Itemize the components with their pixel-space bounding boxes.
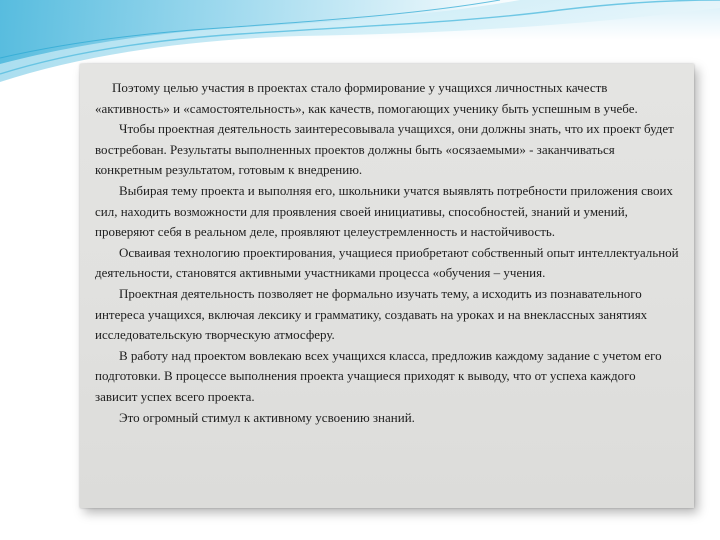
body-text <box>95 78 680 428</box>
paragraph: Выбирая тему проекта и выполняя его, школьники учатся выявлять потребности приложения своих сил, находить возможности для проявления своей инициативы, способностей, знаний и умений, проверяют себя в реальном деле, проявляют целеустремленность и настойчивость. <box>95 182 673 240</box>
paragraph: Это огромный стимул к активному усвоению знаний. <box>119 409 415 425</box>
paragraph: Чтобы проектная деятельность заинтересовывала учащихся, они должны знать, что их проект будет востребован. Результаты выполненных проектов должны быть «осязаемыми» - заканчиваться конкретным результатом, готовым к внедрению. <box>95 121 674 178</box>
paragraph: Проектная деятельность позволяет не формально изучать тему, а исходить из познавательного интереса учащихся, включая лексику и грамматику, создавать на уроках и на внеклассных занятиях исследовательскую творческую атмосферу. <box>95 285 648 343</box>
paragraph: Поэтому целью участия в проектах стало формирование у учащихся личностных качеств «активность» и «самостоятельность», как качеств, помогающих ученику быть успешным в учебе. <box>95 80 638 116</box>
paragraph: Осваивая технологию проектирования, учащиеся приобретают собственный опыт интеллектуальной деятельности, становятся активными участниками процесса «обучения – учения. <box>95 244 679 281</box>
paragraph: В работу над проектом вовлекаю всех учащихся класса, предложив каждому задание с учетом его подготовки. В процессе выполнения проекта учащиеся приходят к выводу, что от успеха каждого зависит успех всего проекта. <box>95 347 662 404</box>
